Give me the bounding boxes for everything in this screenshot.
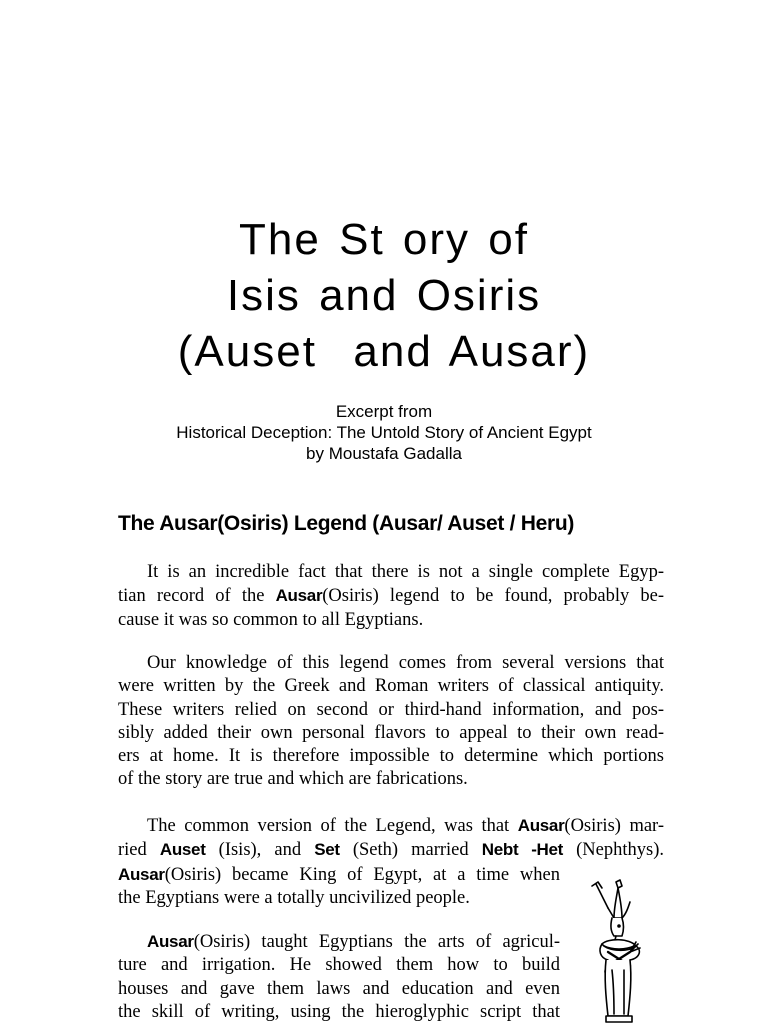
paragraph-4 xyxy=(118,930,560,1024)
text-line xyxy=(118,814,664,838)
text-line: It is an incredible fact that there is not a single complete Egyp- xyxy=(147,562,664,582)
excerpt-author: by Moustafa Gadalla xyxy=(306,444,462,463)
title-line-2: Isis and Osiris xyxy=(226,271,542,320)
bold-term: Set xyxy=(314,840,340,860)
text-span: (Seth) married xyxy=(339,840,482,861)
text-line: These writers relied on second or third-hand information, and pos- xyxy=(118,699,664,720)
text-span: (Nephthys). xyxy=(563,840,664,861)
bold-term: Nebt -Het xyxy=(481,840,564,860)
text-span: (Osiris) mar- xyxy=(564,816,664,836)
text-line: were written by the Greek and Roman writers of classical antiquity. xyxy=(118,676,664,697)
document-title xyxy=(0,212,768,380)
text-line: houses and gave them laws and education and even xyxy=(118,978,560,999)
text-line xyxy=(118,838,664,862)
text-line xyxy=(118,584,664,608)
title-line-3: (Auset and Ausar) xyxy=(177,327,591,376)
excerpt-source: Historical Deception: The Untold Story of Ancient Egypt xyxy=(176,423,592,442)
osiris-figure-icon xyxy=(578,878,656,1024)
text-line: the skill of writing, using the hieroglyphic script that xyxy=(118,1001,560,1022)
text-line: Our knowledge of this legend comes from several versions that xyxy=(147,653,664,673)
text-span: The common version of the Legend, was that xyxy=(147,816,518,836)
text-line: the Egyptians were a totally uncivilized people. xyxy=(118,887,470,908)
text-line: sibly added their own personal flavors to appeal to their own read- xyxy=(118,722,664,743)
title-line-1: The St ory of xyxy=(239,215,529,264)
text-line: of the story are true and which are fabrications. xyxy=(118,769,468,790)
text-span: (Isis), and xyxy=(205,840,315,861)
text-span: ried xyxy=(118,840,160,861)
paragraph-2 xyxy=(118,652,664,792)
section-heading: The Ausar(Osiris) Legend (Ausar/ Auset / Heru) xyxy=(118,512,575,535)
paragraph-1 xyxy=(118,561,664,632)
bold-term: Ausar xyxy=(118,864,165,884)
text-line xyxy=(118,863,560,887)
text-line: ers at home. It is therefore impossible to determine which portions xyxy=(118,746,664,767)
excerpt-credit xyxy=(0,401,768,464)
text-line xyxy=(118,930,560,954)
text-line: cause it was so common to all Egyptians. xyxy=(118,609,424,630)
bold-term: Ausar xyxy=(147,932,194,951)
bold-term: Ausar xyxy=(517,816,565,835)
bold-term: Ausar xyxy=(275,586,323,606)
text-line: ture and irrigation. He showed them how to build xyxy=(118,955,560,976)
excerpt-line-1: Excerpt from xyxy=(335,402,433,421)
text-span: (Osiris) legend to be found, probably be- xyxy=(322,586,664,607)
bold-term: Auset xyxy=(159,840,206,860)
text-span: tian record of the xyxy=(118,586,276,607)
text-span: (Osiris) taught Egyptians the arts of agricul- xyxy=(193,932,560,952)
text-span: (Osiris) became King of Egypt, at a time when xyxy=(164,864,560,885)
